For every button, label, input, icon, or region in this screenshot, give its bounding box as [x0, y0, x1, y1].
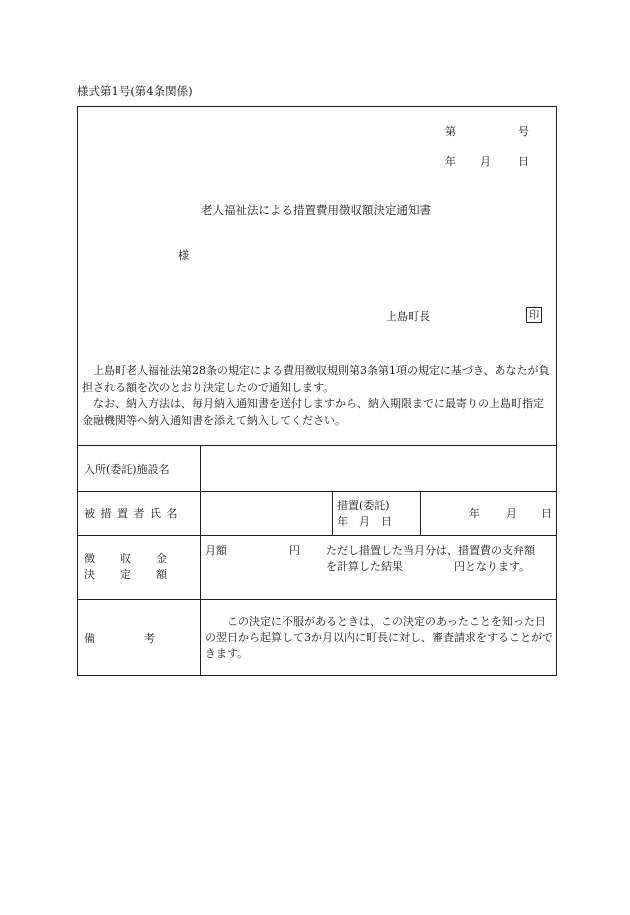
row-divider — [78, 599, 556, 600]
period-date-day: 日 — [541, 507, 552, 520]
document-title: 老人福祉法による措置費用徴収額決定通知書 — [201, 203, 431, 217]
note-line-2-pre: を計算した結果 — [326, 560, 403, 573]
yen-unit: 円 — [289, 544, 300, 557]
date-year: 年 — [445, 155, 456, 168]
period-date-year: 年 — [469, 507, 480, 520]
period-label-line1: 措置(委託) — [337, 499, 390, 512]
addressee-suffix: 様 — [178, 249, 189, 262]
period-column-divider — [332, 491, 333, 535]
table-top-border — [78, 445, 556, 446]
remarks-text: この決定に不服があるときは、この決定のあったことを知った日の翌日から起算して3か月以内に町長に対し、審査請求をすることができます。 — [205, 615, 553, 660]
amount-label-line1: 徴 収 金 — [84, 552, 174, 565]
number-suffix: 号 — [518, 125, 529, 138]
remarks-label: 備 考 — [84, 632, 164, 645]
label-column-divider — [200, 445, 201, 675]
monthly-label: 月額 — [205, 544, 227, 557]
amount-label-line2: 決 定 額 — [84, 568, 174, 581]
form-label: 様式第1号(第4条関係) — [77, 84, 193, 98]
row-divider — [78, 535, 556, 536]
body-paragraph-2: なお、納入方法は、毎月納入通知書を送付しますから、納入期限までに最寄りの上島町指定金融機関等へ納入通知書を添えて納入してください。 — [82, 397, 544, 427]
seal-mark: 印 — [526, 307, 542, 323]
date-month: 月 — [480, 155, 491, 168]
row-divider — [78, 491, 556, 492]
note-line-1: ただし措置した当月分は、措置費の支弁額 — [326, 544, 535, 557]
facility-label: 入所(委託)施設名 — [84, 463, 170, 476]
person-label: 被措置者氏名 — [84, 507, 183, 520]
period-date-month: 月 — [506, 507, 517, 520]
body-paragraph-1: 上島町老人福祉法第28条の規定による費用徴収規則第3条第1項の規定に基づき、あなたが負担される額を次のとおり決定したので通知します。 — [82, 364, 550, 394]
date-day: 日 — [518, 155, 529, 168]
period-label-line2: 年 月 日 — [337, 515, 392, 528]
number-prefix: 第 — [445, 125, 456, 138]
issuer-name: 上島町長 — [386, 310, 430, 323]
date-column-divider — [420, 491, 421, 535]
notice-form — [77, 106, 557, 676]
note-line-2-post: 円となります。 — [454, 560, 531, 573]
